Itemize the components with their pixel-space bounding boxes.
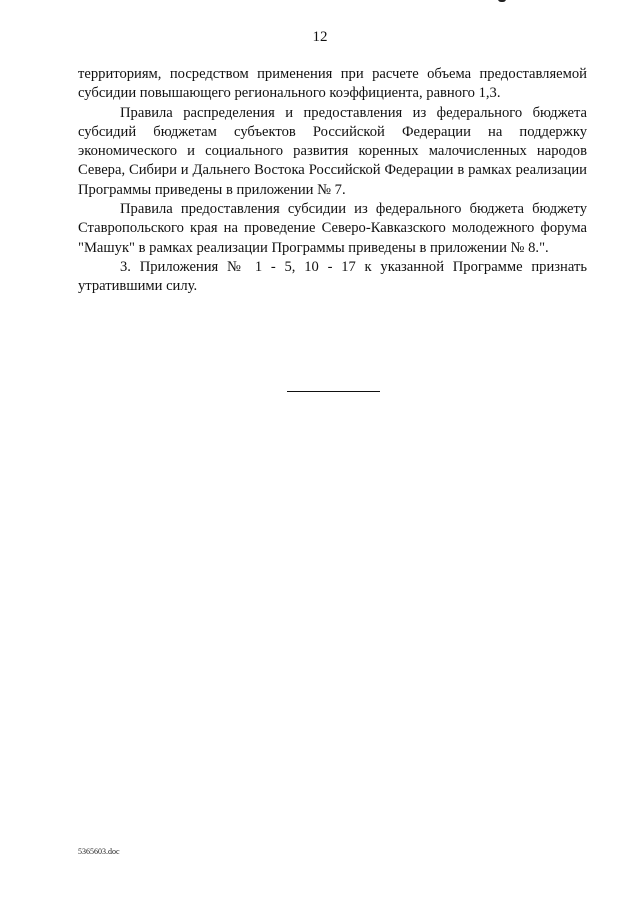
page-number: 12 bbox=[312, 29, 328, 45]
paragraph-continuation: территориям, посредством применения при расчете объема предоставляемой субсидии повышающего регионального коэффициента, равного 1,3. bbox=[78, 66, 587, 102]
document-body bbox=[78, 65, 587, 297]
end-separator-line bbox=[287, 391, 380, 392]
paragraph-rules-indigenous-peoples: Правила распределения и предоставления из федерального бюджета субсидий бюджетам субъектов Российской Федерации на поддержку экономического и социального развития коренных малочисленных народов Севера, Сибири и Дальнего Востока Российской Федерации в рамках реализации Программы приведены в приложении № 7. bbox=[78, 104, 587, 198]
file-reference: 5365603.doc bbox=[78, 847, 120, 856]
paragraph-rules-mashuk-forum: Правила предоставления субсидии из федерального бюджета бюджету Ставропольского края на проведение Северо-Кавказского молодежного форума "Машук" в рамках реализации Программы приведены в приложении № 8.". bbox=[78, 201, 587, 256]
paragraph-appendices-void: 3. Приложения № 1 - 5, 10 - 17 к указанной Программе признать утратившими силу. bbox=[78, 258, 587, 295]
scan-mark bbox=[498, 0, 506, 2]
